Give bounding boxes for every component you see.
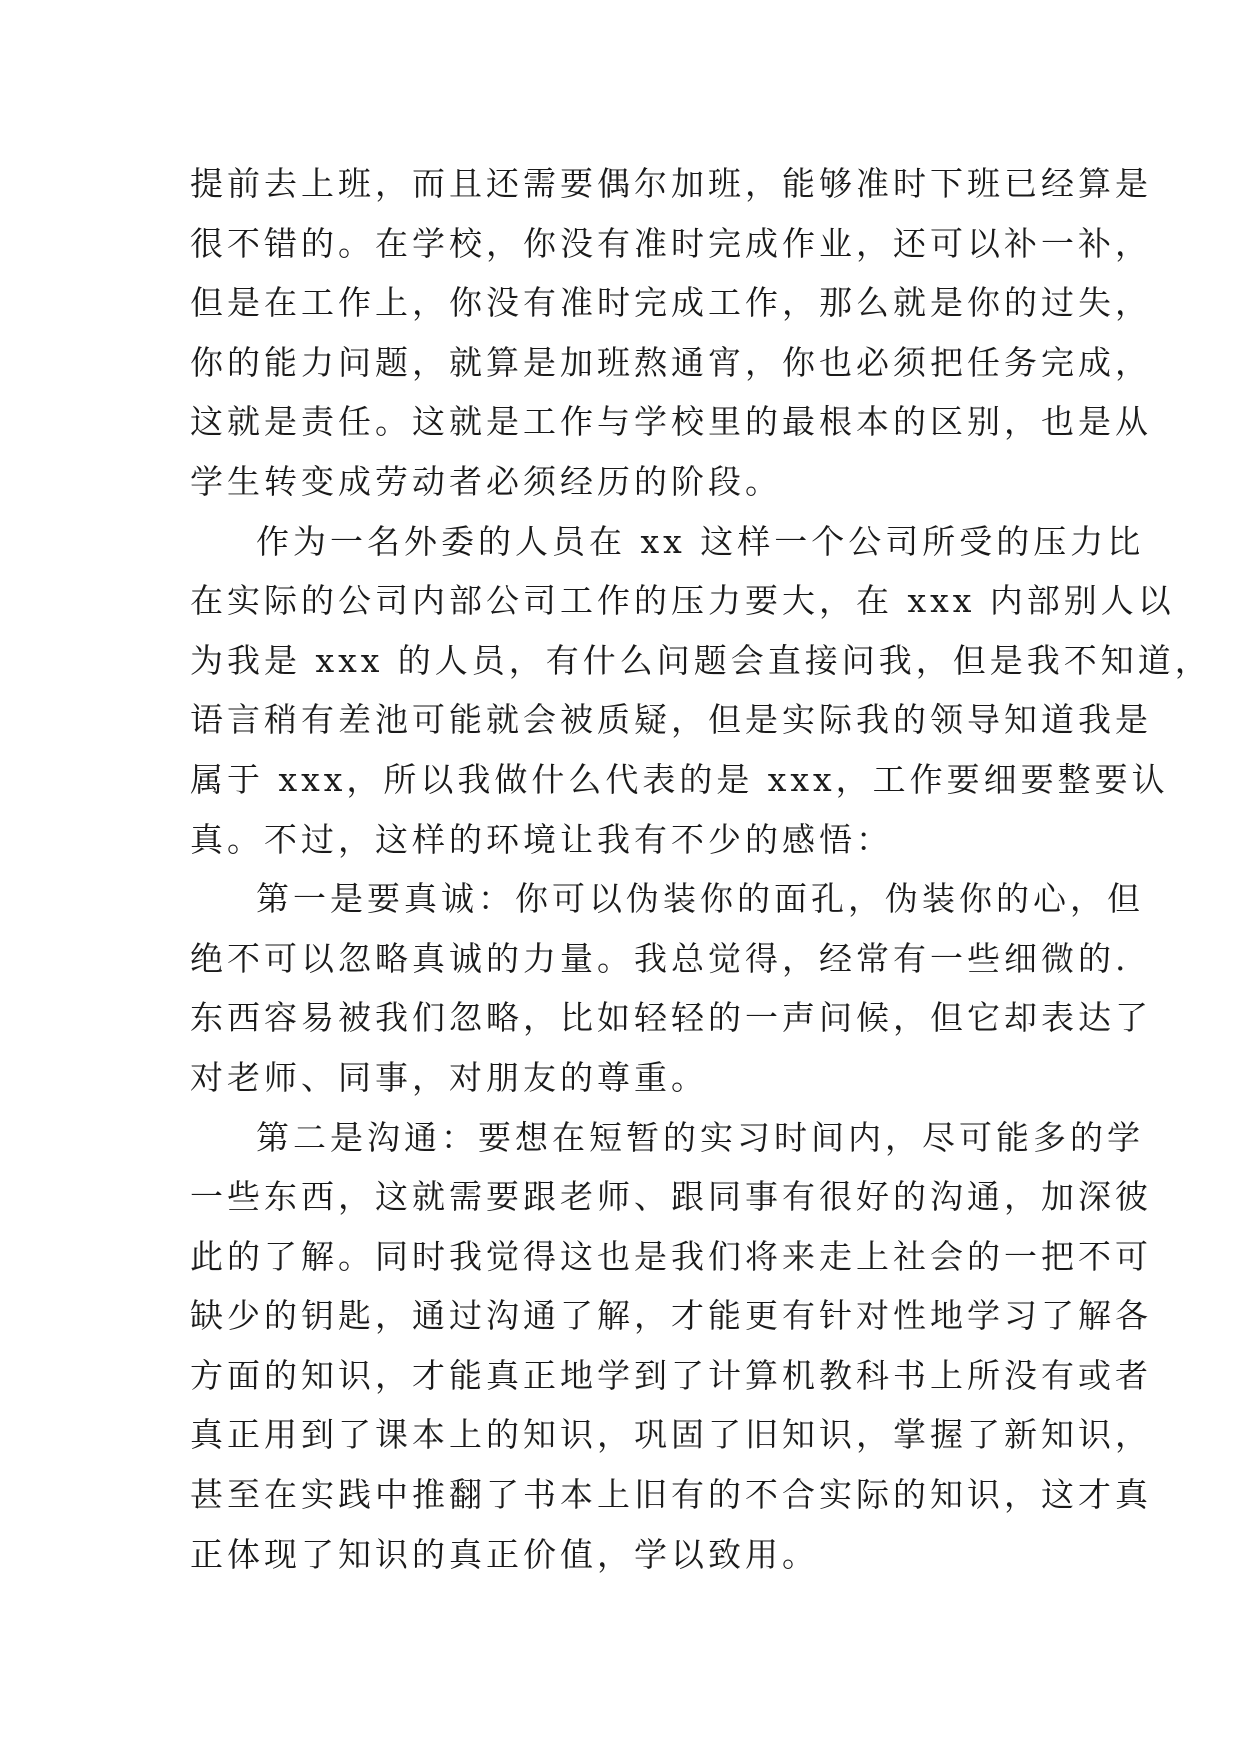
text-line: 正体现了知识的真正价值，学以致用。: [190, 1534, 819, 1574]
text-line: 这就是责任。这就是工作与学校里的最根本的区别，也是从: [190, 402, 1152, 442]
text-line: 很不错的。在学校，你没有准时完成作业，还可以补一补，: [190, 223, 1152, 263]
text-line: 作为一名外委的人员在 xx 这样一个公司所受的压力比: [256, 521, 1145, 561]
paragraph-2: [190, 512, 1212, 870]
text-line: 在实际的公司内部公司工作的压力要大，在 xxx 内部别人以: [190, 581, 1175, 621]
text-line: 第二是沟通：要想在短暂的实习时间内，尽可能多的学: [256, 1117, 1144, 1157]
text-line: 此的了解。同时我觉得这也是我们将来走上社会的一把不可: [190, 1236, 1152, 1276]
text-line: 甚至在实践中推翻了书本上旧有的不合实际的知识，这才真: [190, 1475, 1152, 1515]
text-line: 缺少的钥匙，通过沟通了解，才能更有针对性地学习了解各: [190, 1296, 1152, 1336]
paragraph-4: [190, 1108, 1152, 1585]
text-line: 语言稍有差池可能就会被质疑，但是实际我的领导知道我是: [190, 700, 1152, 740]
text-line: 对老师、同事，对朋友的尊重。: [190, 1057, 708, 1097]
paragraph-3: [190, 869, 1152, 1107]
text-line: 属于 xxx，所以我做什么代表的是 xxx，工作要细要整要认: [190, 759, 1169, 799]
text-line: 一些东西，这就需要跟老师、跟同事有很好的沟通，加深彼: [190, 1177, 1152, 1217]
text-line: 学生转变成劳动者必须经历的阶段。: [190, 461, 782, 501]
text-line: 你的能力问题，就算是加班熬通宵，你也必须把任务完成，: [190, 342, 1152, 382]
document-body: [190, 154, 1212, 1584]
text-line: 真正用到了课本上的知识，巩固了旧知识，掌握了新知识，: [190, 1415, 1152, 1455]
text-line: 东西容易被我们忽略，比如轻轻的一声问候，但它却表达了: [190, 998, 1152, 1038]
text-line: 为我是 xxx 的人员，有什么问题会直接问我，但是我不知道，: [190, 640, 1212, 680]
text-line: 方面的知识，才能真正地学到了计算机教科书上所没有或者: [190, 1355, 1152, 1395]
text-line: 但是在工作上，你没有准时完成工作，那么就是你的过失，: [190, 283, 1152, 323]
paragraph-1: [190, 154, 1152, 512]
text-line: 绝不可以忽略真诚的力量。我总觉得，经常有一些细微的.: [190, 938, 1130, 978]
text-line: 提前去上班，而且还需要偶尔加班，能够准时下班已经算是: [190, 164, 1152, 203]
text-line: 第一是要真诚：你可以伪装你的面孔，伪装你的心，但: [256, 879, 1144, 919]
text-line: 真。不过，这样的环境让我有不少的感悟：: [190, 819, 893, 859]
